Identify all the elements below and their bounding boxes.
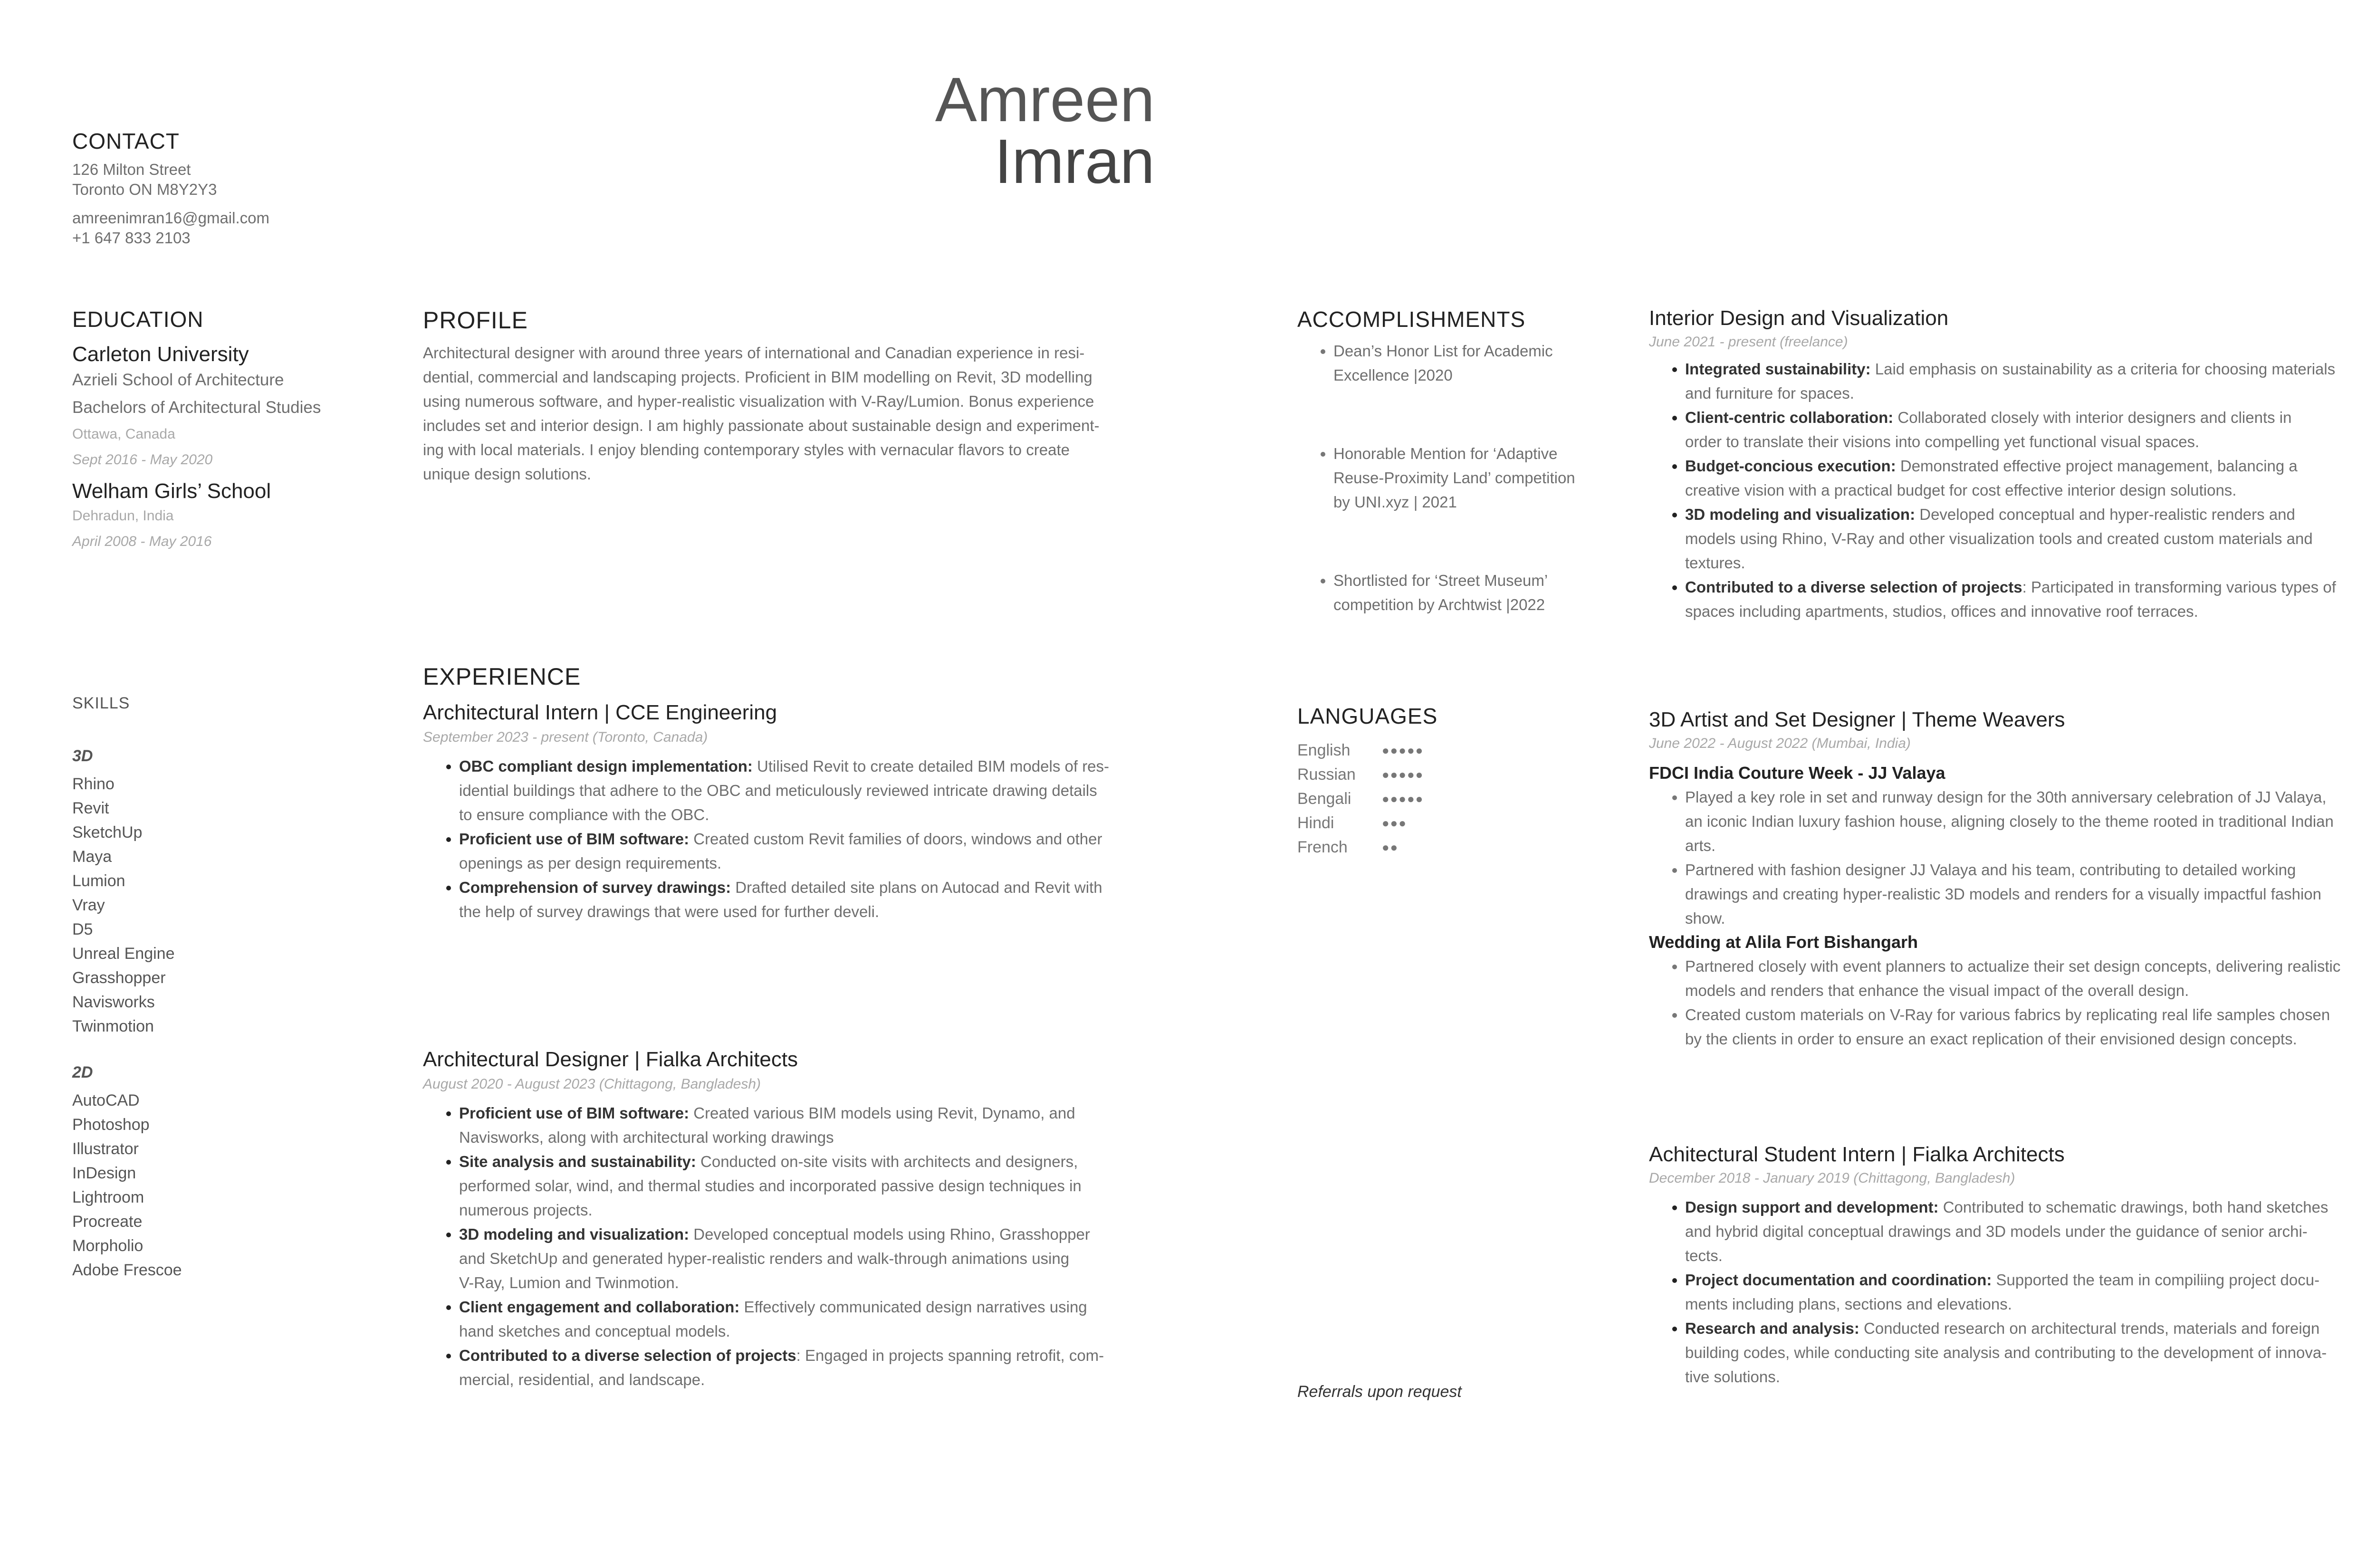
language-name: French [1297, 838, 1348, 856]
skill-item: Unreal Engine [72, 945, 175, 963]
school-name: Welham Girls’ School [72, 479, 271, 503]
accomplishments-section [1297, 306, 1592, 617]
language-row [1297, 835, 1424, 860]
accomplishment-item: • Shortlisted for ‘Street Museum’ competition by Archtwist |2022 [1333, 568, 1592, 617]
education-heading: EDUCATION [72, 307, 204, 332]
school-name: Carleton University [72, 343, 249, 366]
job-bullets [1649, 1195, 2376, 1389]
job-dates: August 2020 - August 2023 (Chittagong, Bangladesh) [423, 1076, 761, 1092]
skill-item: Rhino [72, 775, 115, 793]
language-name: English [1297, 741, 1351, 759]
school-detail: Azrieli School of Architecture [72, 371, 284, 389]
profile-line: includes set and interior design. I am highly passionate about sustainable design and experiment- [423, 417, 1100, 434]
job-title: Architectural Designer | Fialka Architects [423, 1048, 798, 1071]
language-row [1297, 738, 1424, 763]
address-line2: Toronto ON M8Y2Y3 [72, 181, 217, 198]
accomplishments-heading: ACCOMPLISHMENTS [1297, 307, 1526, 332]
job-bullet: • Client engagement and collaboration: Effectively communicated design narratives using hand sketches and conceptual models. [459, 1295, 1183, 1343]
job-title: Achitectural Student Intern | Fialka Architects [1649, 1143, 2065, 1166]
profile-line: unique design solutions. [423, 465, 592, 483]
job-dates: December 2018 - January 2019 (Chittagong, Bangladesh) [1649, 1170, 2015, 1186]
student-intern-section [1649, 1143, 2376, 1389]
job-bullet: • Budget-concious execution: Demonstrated effective project management, balancing a creative vision with a practical budget for cost effective interior design solutions. [1685, 454, 2376, 502]
job-bullet: • Client-centric collaboration: Collaborated closely with interior designers and clients in order to translate their visions into compelling yet functional visual spaces. [1685, 405, 2376, 454]
skill-item: SketchUp [72, 823, 143, 841]
job-dates: June 2021 - present (freelance) [1649, 334, 1848, 350]
skill-item: Revit [72, 799, 109, 817]
accomplishments-list [1297, 339, 1592, 617]
job-bullet: • Created custom materials on V-Ray for various fabrics by replicating real life samples chosen by the clients in order to ensure an exact replication of their envisioned design concepts. [1685, 1003, 2376, 1051]
skills-heading: SKILLS [72, 694, 130, 712]
job-dates: September 2023 - present (Toronto, Canada) [423, 729, 708, 745]
job-section [423, 1048, 1183, 1392]
school-location: Dehradun, India [72, 508, 174, 524]
school-dates: April 2008 - May 2016 [72, 534, 212, 549]
degree: Bachelors of Architectural Studies [72, 398, 321, 417]
job-bullet: • Research and analysis: Conducted research on architectural trends, materials and foreign building codes, while conducting site analysis and contributing to the development of innova- tive solutions. [1685, 1316, 2376, 1389]
contact-heading: CONTACT [72, 129, 180, 153]
skills-category-3d: 3D [72, 747, 93, 765]
job-bullet: • 3D modeling and visualization: Developed conceptual models using Rhino, Grasshopper and SketchUp and generated hyper-realistic renders and walk-through animations using V-Ray, Lumion and Twinmotion. [459, 1222, 1183, 1295]
profile-line: dential, commercial and landscaping projects. Proficient in BIM modelling on Revit, 3D modelling [423, 368, 1092, 386]
phone[interactable]: +1 647 833 2103 [72, 229, 191, 247]
language-row [1297, 787, 1424, 811]
skill-item: Adobe Frescoe [72, 1261, 182, 1279]
experience-heading: EXPERIENCE [423, 663, 581, 690]
job-bullet: • Project documentation and coordination: Supported the team in compiliing project docu- ments including plans, sections and elevations. [1685, 1268, 2376, 1316]
language-level: ●● [1381, 840, 1399, 854]
skill-item: D5 [72, 920, 93, 938]
job-bullet: • OBC compliant design implementation: Utilised Revit to create detailed BIM models of res- idential buildings that adhere to the OBC and meticulously reviewed intricate drawing details to ensure compliance with the OBC. [459, 754, 1183, 827]
project-bullets [1649, 785, 2376, 930]
artist-section [1649, 708, 2376, 1051]
skill-item: Twinmotion [72, 1017, 154, 1035]
accomplishment-item: • Dean’s Honor List for Academic Excellence |2020 [1333, 339, 1592, 387]
project-bullets [1649, 954, 2376, 1051]
job-dates: June 2022 - August 2022 (Mumbai, India) [1649, 736, 1911, 751]
skill-item: AutoCAD [72, 1091, 140, 1109]
project-subheading: FDCI India Couture Week - JJ Valaya [1649, 763, 1945, 783]
project-subheading: Wedding at Alila Fort Bishangarh [1649, 932, 1918, 952]
language-row [1297, 811, 1424, 835]
skills-section [72, 691, 182, 1282]
email[interactable]: amreenimran16@gmail.com [72, 209, 269, 227]
last-name: Imran [994, 126, 1155, 196]
language-level: ●●●●● [1381, 743, 1424, 757]
language-level: ●●●●● [1381, 767, 1424, 782]
interior-section [1649, 306, 2376, 623]
profile-line: using numerous software, and hyper-realistic visualization with V-Ray/Lumion. Bonus experience [423, 392, 1094, 410]
job-bullet: • Proficient use of BIM software: Created custom Revit families of doors, windows and other openings as per design requirements. [459, 827, 1183, 875]
job-bullet: • Site analysis and sustainability: Conducted on-site visits with architects and designers, performed solar, wind, and thermal studies and incorporated passive design techniques in numerous projects. [459, 1149, 1183, 1222]
skill-item: Maya [72, 848, 112, 866]
job-title: Interior Design and Visualization [1649, 306, 1949, 330]
skill-item: Lightroom [72, 1188, 144, 1206]
profile-text [423, 341, 1164, 486]
profile-line: Architectural designer with around three years of international and Canadian experience in resi- [423, 344, 1085, 362]
job-bullet: • Integrated sustainability: Laid emphasis on sustainability as a criteria for choosing materials and furniture for spaces. [1685, 357, 2376, 405]
skill-item: InDesign [72, 1164, 136, 1182]
school-dates: Sept 2016 - May 2020 [72, 452, 213, 468]
job-bullets [1649, 357, 2376, 623]
language-level: ●●●●● [1381, 792, 1424, 806]
skill-item: Grasshopper [72, 969, 166, 987]
job-bullets [423, 1101, 1183, 1392]
skill-item: Morpholio [72, 1237, 144, 1255]
name-block [822, 65, 1155, 196]
profile-line: ing with local materials. I enjoy blending contemporary styles with vernacular flavors to create [423, 441, 1070, 459]
languages-table [1297, 738, 1424, 860]
languages-heading: LANGUAGES [1297, 704, 1438, 728]
job-bullet: • Partnered with fashion designer JJ Valaya and his team, contributing to detailed working drawings and creating hyper-realistic 3D models and renders for a visually impactful fashion show. [1685, 858, 2376, 930]
job-bullet: • Comprehension of survey drawings: Drafted detailed site plans on Autocad and Revit with the help of survey drawings that were used for further develi. [459, 875, 1183, 924]
job-bullet: • 3D modeling and visualization: Developed conceptual and hyper-realistic renders and models using Rhino, V-Ray and other visualization tools and created custom materials and textures. [1685, 502, 2376, 575]
accomplishment-item: • Honorable Mention for ‘Adaptive Reuse-Proximity Land’ competition by UNI.xyz | 2021 [1333, 441, 1592, 514]
address-line1: 126 Milton Street [72, 161, 191, 178]
job-bullets [423, 754, 1183, 924]
skill-item: Navisworks [72, 993, 155, 1011]
skill-item: Photoshop [72, 1116, 150, 1134]
skill-item: Illustrator [72, 1140, 139, 1158]
profile-section [423, 306, 1164, 486]
language-level: ●●● [1381, 816, 1407, 830]
language-name: Bengali [1297, 790, 1351, 808]
experience-section [423, 663, 1183, 924]
job-title: Architectural Intern | CCE Engineering [423, 701, 777, 724]
profile-heading: PROFILE [423, 307, 528, 334]
job-bullet: • Contributed to a diverse selection of projects: Participated in transforming various types of spaces including apartments, studios, offices and innovative roof terraces. [1685, 575, 2376, 623]
language-row [1297, 763, 1424, 787]
job-bullet: • Partnered closely with event planners to actualize their set design concepts, delivering realistic models and renders that enhance the visual impact of the overall design. [1685, 954, 2376, 1003]
school-location: Ottawa, Canada [72, 426, 175, 442]
first-name: Amreen [935, 65, 1155, 134]
job-bullet: • Design support and development: Contributed to schematic drawings, both hand sketches and hybrid digital conceptual drawings and 3D models under the guidance of senior archi- tects. [1685, 1195, 2376, 1268]
skill-item: Lumion [72, 872, 125, 890]
job-bullet: • Contributed to a diverse selection of projects: Engaged in projects spanning retrofit, com- mercial, residential, and landscape. [459, 1343, 1183, 1392]
skill-item: Vray [72, 896, 105, 914]
contact-section [72, 128, 269, 248]
education-section [72, 306, 321, 555]
job-bullet: • Played a key role in set and runway design for the 30th anniversary celebration of JJ Valaya, an iconic Indian luxury fashion house, aligning closely to the theme rooted in traditional Indian arts. [1685, 785, 2376, 858]
language-name: Hindi [1297, 814, 1334, 832]
language-name: Russian [1297, 765, 1356, 784]
languages-section [1297, 703, 1437, 860]
job-title: 3D Artist and Set Designer | Theme Weavers [1649, 708, 2065, 731]
referrals-note: Referrals upon request [1297, 1383, 1462, 1401]
job-bullet: • Proficient use of BIM software: Created various BIM models using Revit, Dynamo, and Navisworks, along with architectural working drawings [459, 1101, 1183, 1149]
skill-item: Procreate [72, 1213, 143, 1231]
skills-category-2d: 2D [72, 1063, 93, 1081]
